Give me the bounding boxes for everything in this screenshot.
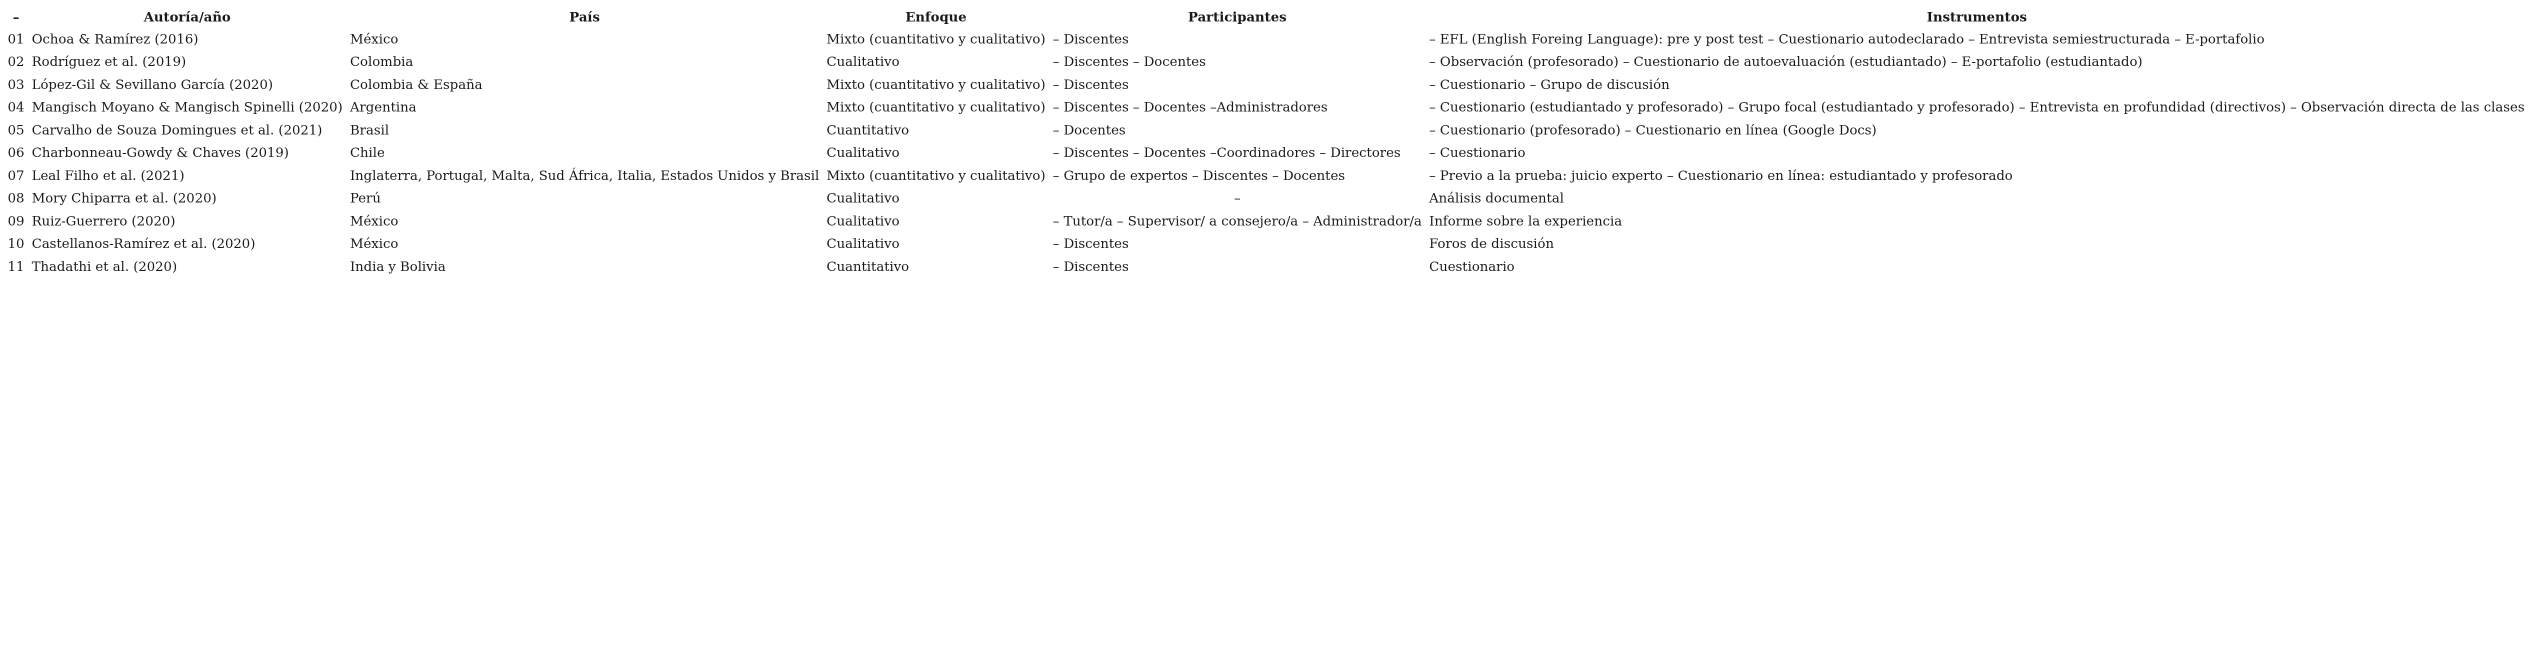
table-row	[4, 211, 2528, 234]
table-row	[4, 256, 2528, 279]
header-number: –	[12, 9, 20, 26]
table-row	[4, 120, 2528, 143]
cell-approach: Cualitativo	[826, 146, 900, 161]
studies-table	[4, 6, 2528, 279]
cell-author-year: Carvalho de Souza Domingues et al. (2021)	[31, 123, 323, 138]
cell-instruments: Análisis documental	[1429, 191, 1564, 207]
cell-participants: – Discentes – Docentes	[1052, 55, 1206, 70]
cell-number: 07	[7, 168, 25, 184]
cell-country: México	[349, 237, 399, 252]
header-author-year: Autoría/año	[143, 9, 231, 26]
table-row	[4, 74, 2528, 97]
cell-instruments: – EFL (English Foreing Language): pre y post test – Cuestionario autodeclarado – Entrevista semiestructurada – E-portafolio	[1429, 32, 2265, 47]
cell-instruments: Informe sobre la experiencia	[1429, 214, 1623, 230]
header-approach: Enfoque	[905, 9, 967, 26]
cell-number: 05	[7, 123, 25, 138]
cell-participants: – Discentes – Docentes –Administradores	[1052, 100, 1328, 116]
cell-author-year: Thadathi et al. (2020)	[31, 259, 178, 275]
cell-author-year: Castellanos-Ramírez et al. (2020)	[31, 237, 256, 252]
cell-number: 08	[7, 191, 25, 207]
cell-approach: Cualitativo	[826, 191, 900, 207]
cell-instruments: – Cuestionario	[1429, 146, 1526, 161]
table-row	[4, 165, 2528, 188]
table-body	[4, 29, 2528, 279]
cell-country: México	[349, 214, 399, 230]
cell-country: Argentina	[349, 100, 417, 116]
cell-instruments: – Cuestionario (estudiantado y profesorado) – Grupo focal (estudiantado y profesorado) – Entrevista en profundidad (directivos) – Observación directa de las clases	[1429, 100, 2525, 116]
cell-approach: Mixto (cuantitativo y cualitativo)	[826, 100, 1046, 116]
cell-instruments: Foros de discusión	[1429, 237, 1554, 252]
cell-number: 04	[7, 100, 25, 116]
cell-number: 10	[7, 237, 25, 252]
table-row	[4, 52, 2528, 75]
cell-approach: Cuantitativo	[826, 259, 910, 275]
cell-author-year: Ochoa & Ramírez (2016)	[31, 32, 199, 47]
cell-approach: Cualitativo	[826, 237, 900, 252]
header-participants: Participantes	[1188, 9, 1287, 26]
cell-number: 09	[7, 214, 25, 230]
cell-country: Brasil	[349, 123, 390, 138]
header-instruments: Instrumentos	[1926, 9, 2027, 26]
cell-country: Perú	[349, 191, 381, 207]
cell-approach: Mixto (cuantitativo y cualitativo)	[826, 77, 1046, 93]
cell-participants: – Tutor/a – Supervisor/ a consejero/a – Administrador/a	[1052, 214, 1422, 230]
cell-author-year: Rodríguez et al. (2019)	[31, 55, 187, 70]
cell-number: 11	[7, 259, 25, 275]
table-row	[4, 143, 2528, 166]
cell-participants: – Discentes	[1052, 32, 1129, 47]
cell-country: Colombia	[349, 55, 414, 70]
table-row	[4, 234, 2528, 257]
table-row	[4, 188, 2528, 211]
header-row	[4, 6, 2528, 29]
cell-instruments: – Cuestionario – Grupo de discusión	[1429, 77, 1670, 93]
cell-instruments: – Cuestionario (profesorado) – Cuestionario en línea (Google Docs)	[1429, 123, 1877, 138]
cell-country: México	[349, 32, 399, 47]
cell-author-year: Mangisch Moyano & Mangisch Spinelli (2020)	[31, 100, 343, 116]
cell-instruments: – Observación (profesorado) – Cuestionario de autoevaluación (estudiantado) – E-portafolio (estudiantado)	[1429, 55, 2143, 70]
cell-author-year: Ruiz-Guerrero (2020)	[31, 214, 176, 230]
cell-participants: – Discentes – Docentes –Coordinadores – Directores	[1052, 146, 1401, 161]
cell-author-year: Charbonneau-Gowdy & Chaves (2019)	[31, 146, 289, 161]
cell-country: Colombia & España	[349, 77, 483, 93]
cell-approach: Cuantitativo	[826, 123, 910, 138]
cell-number: 06	[7, 146, 25, 161]
cell-instruments: Cuestionario	[1429, 259, 1515, 275]
cell-country: India y Bolivia	[349, 259, 446, 275]
cell-author-year: Leal Filho et al. (2021)	[31, 168, 185, 184]
cell-participants: –	[1234, 191, 1241, 207]
table-row	[4, 97, 2528, 120]
cell-participants: – Discentes	[1052, 259, 1129, 275]
cell-approach: Mixto (cuantitativo y cualitativo)	[826, 32, 1046, 47]
cell-approach: Cualitativo	[826, 214, 900, 230]
table-row	[4, 29, 2528, 52]
cell-approach: Cualitativo	[826, 55, 900, 70]
cell-number: 02	[7, 55, 25, 70]
cell-country: Chile	[349, 146, 385, 161]
cell-country: Inglaterra, Portugal, Malta, Sud África, Italia, Estados Unidos y Brasil	[349, 168, 820, 184]
header-country: País	[569, 9, 600, 26]
cell-participants: – Discentes	[1052, 77, 1129, 93]
table-header	[4, 6, 2528, 29]
cell-number: 03	[7, 77, 25, 93]
cell-participants: – Grupo de expertos – Discentes – Docentes	[1052, 168, 1346, 184]
cell-author-year: Mory Chiparra et al. (2020)	[31, 191, 217, 207]
cell-participants: – Discentes	[1052, 237, 1129, 252]
cell-instruments: – Previo a la prueba: juicio experto – Cuestionario en línea: estudiantado y profesorado	[1429, 168, 2013, 184]
cell-author-year: López-Gil & Sevillano García (2020)	[31, 77, 273, 93]
cell-approach: Mixto (cuantitativo y cualitativo)	[826, 168, 1046, 184]
cell-participants: – Docentes	[1052, 123, 1126, 138]
cell-number: 01	[7, 32, 25, 47]
